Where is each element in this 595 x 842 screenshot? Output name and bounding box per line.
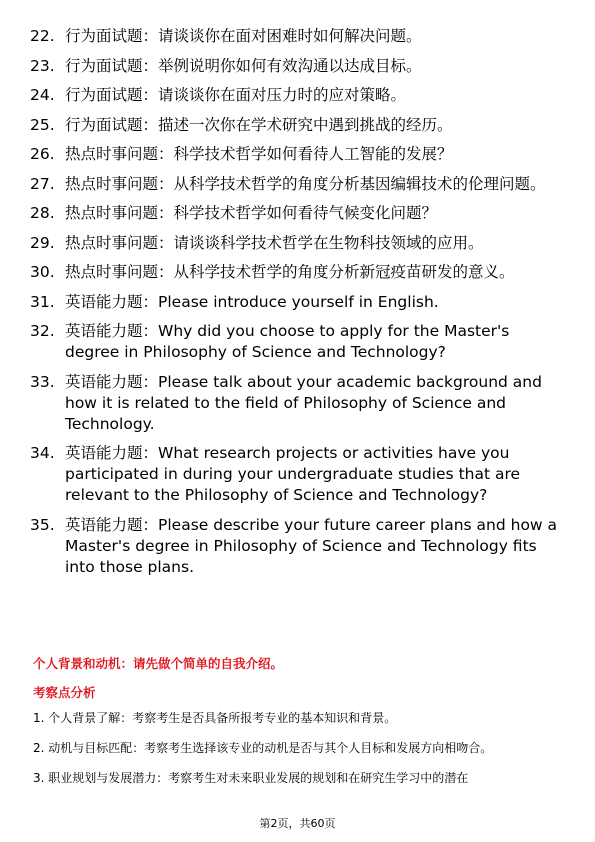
question-number: 26.	[30, 145, 55, 163]
question-text: 英语能力题：Please describe your future career plans and how a Master's degree in Philosophy of Science and Technology fits into those plans.	[65, 515, 558, 576]
question-number: 23.	[30, 56, 55, 75]
analysis-point: 1. 个人背景了解：考察考生是否具备所报考专业的基本知识和背景。	[33, 711, 397, 725]
question-number: 33.	[30, 372, 55, 391]
question-text: 行为面试题：描述一次你在学术研究中遇到挑战的经历。	[65, 115, 453, 134]
analysis-point: 2. 动机与目标匹配：考察考生选择该专业的动机是否与其个人目标和发展方向相吻合。	[33, 741, 493, 755]
question-item	[30, 233, 560, 254]
question-item	[30, 115, 560, 136]
analysis-points	[33, 707, 561, 797]
question-item	[30, 144, 560, 165]
question-item	[30, 26, 560, 47]
analysis-title: 考察点分析	[33, 685, 96, 700]
question-number: 27.	[30, 174, 55, 193]
question-number: 25.	[30, 115, 55, 134]
question-item	[30, 515, 560, 578]
question-text: 行为面试题：请谈谈你在面对压力时的应对策略。	[65, 86, 407, 104]
question-number: 24.	[30, 86, 55, 104]
question-text: 英语能力题：What research projects or activities have you participated in during your undergraduate studies that are relevant to the Philosophy of Science and Technology?	[65, 444, 521, 504]
question-item	[30, 443, 560, 506]
question-text: 英语能力题：Why did you choose to apply for the Master's degree in Philosophy of Science and Technology?	[65, 322, 510, 361]
question-text: 英语能力题：Please talk about your academic background and how it is related to the field of Philosophy of Science and Technology.	[65, 372, 542, 433]
question-number: 35.	[30, 515, 55, 534]
question-item	[30, 292, 560, 313]
question-number: 28.	[30, 204, 55, 222]
question-number: 22.	[30, 27, 55, 45]
question-text: 行为面试题：请谈谈你在面对困难时如何解决问题。	[65, 27, 422, 45]
question-text: 热点时事问题：请谈谈科学技术哲学在生物科技领域的应用。	[65, 233, 484, 252]
section-title: 个人背景和动机：请先做个简单的自我介绍。	[33, 656, 284, 671]
question-item	[30, 85, 560, 106]
question-number: 30.	[30, 263, 55, 281]
analysis-point: 3. 职业规划与发展潜力：考察考生对未来职业发展的规划和在研究生学习中的潜在	[33, 771, 469, 785]
question-item	[30, 56, 560, 77]
question-item	[30, 174, 560, 195]
question-text: 热点时事问题：从科学技术哲学的角度分析新冠疫苗研发的意义。	[65, 263, 515, 281]
question-number: 34.	[30, 444, 55, 462]
question-text: 英语能力题：Please introduce yourself in English.	[65, 292, 439, 311]
question-number: 31.	[30, 292, 55, 311]
question-item	[30, 372, 560, 435]
question-number: 29.	[30, 233, 55, 252]
question-text: 热点时事问题：科学技术哲学如何看待人工智能的发展？	[65, 145, 453, 163]
question-text: 热点时事问题：从科学技术哲学的角度分析基因编辑技术的伦理问题。	[65, 174, 546, 193]
question-item	[30, 203, 560, 224]
question-list	[30, 26, 560, 586]
question-text: 热点时事问题：科学技术哲学如何看待气候变化问题？	[65, 204, 438, 222]
question-number: 32.	[30, 322, 55, 340]
question-text: 行为面试题：举例说明你如何有效沟通以达成目标。	[65, 56, 422, 75]
page-footer: 第2页，共60页	[259, 817, 336, 830]
question-item	[30, 321, 560, 363]
question-item	[30, 262, 560, 283]
